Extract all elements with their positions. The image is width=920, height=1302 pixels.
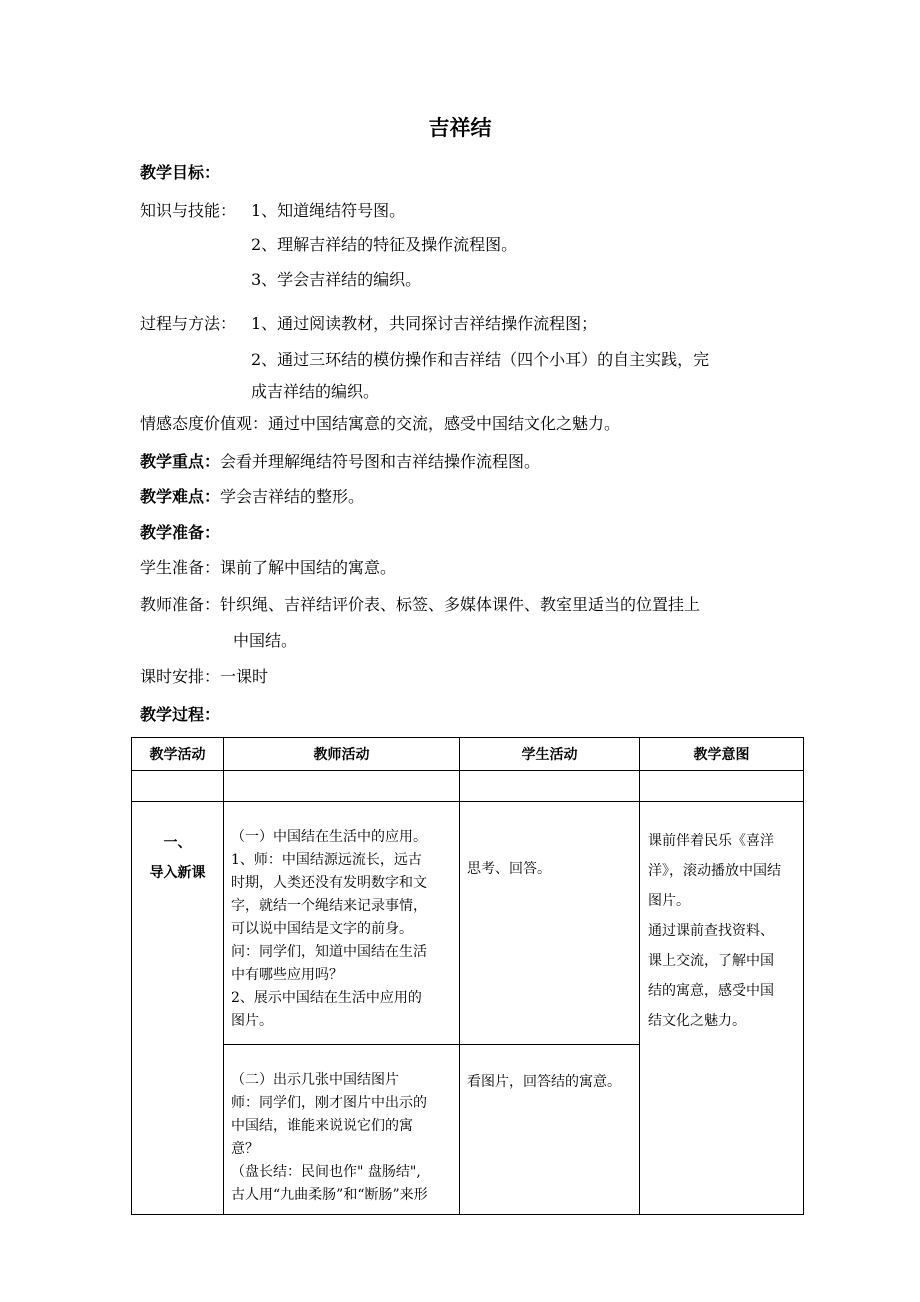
key-point-label: 教学重点： (140, 452, 221, 471)
difficulty-label: 教学难点： (140, 487, 221, 506)
emotion-objective: 情感态度价值观：通过中国结寓意的交流，感受中国结文化之魅力。 (140, 414, 621, 433)
student-preparation: 学生准备：课前了解中国结的寓意。 (140, 558, 397, 577)
intent-cell (640, 802, 804, 1215)
header-teacher-activity: 教师活动 (224, 738, 460, 771)
teacher-activity-text: （一）中国结在生活中的应用。 1、师：中国结源远流长，远古 时期，人类还没有发明数字和文 字，就结一个绳结来记录事情， 可以说中国结是文字的前身。 问：同学们，知道中国结在生活 中有哪些应用吗？ 2、展示中国结在生活中应用的 图片。 (231, 829, 427, 1029)
knowledge-item-3: 3、学会吉祥结的编织。 (251, 270, 422, 289)
stage-number: 一、 (163, 835, 192, 851)
stage-name: 导入新课 (149, 865, 206, 881)
class-schedule: 课时安排：一课时 (140, 667, 269, 686)
preparation-heading: 教学准备： (140, 523, 221, 542)
student-activity-text: 看图片，回答结的寓意。 (467, 1074, 621, 1090)
process-item-2-line2: 成吉祥结的编织。 (251, 382, 380, 401)
teacher-activity-cell (224, 1045, 460, 1215)
process-label: 过程与方法： (140, 314, 237, 333)
knowledge-item-1: 1、知道绳结符号图。 (251, 201, 406, 220)
student-activity-cell (460, 1045, 640, 1215)
stage-cell (132, 802, 224, 1215)
process-item-2-line1: 2、通过三环结的模仿操作和吉祥结（四个小耳）的自主实践，完 (251, 350, 710, 369)
process-item-1: 1、通过阅读教材，共同探讨吉祥结操作流程图； (251, 314, 598, 333)
knowledge-label: 知识与技能： (140, 201, 237, 220)
student-activity-text: 思考、回答。 (467, 861, 551, 877)
teacher-activity-cell (224, 802, 460, 1045)
difficulty-text: 学会吉祥结的整形。 (220, 487, 365, 506)
process-heading: 教学过程： (140, 705, 221, 724)
teaching-process-table (131, 737, 804, 1215)
knowledge-item-2: 2、理解吉祥结的特征及操作流程图。 (251, 235, 518, 254)
table-header-row (132, 738, 804, 771)
header-activity: 教学活动 (132, 738, 224, 771)
teacher-preparation-line2: 中国结。 (233, 631, 298, 650)
student-activity-cell (460, 802, 640, 1045)
table-row (132, 802, 804, 1045)
teacher-activity-text: （二）出示几张中国结图片 师：同学们，刚才图片中出示的 中国结，谁能来说说它们的寓 意？ （盘长结：民间也作" 盘肠结", 古人用“九曲柔肠”和“断肠”来形 (231, 1072, 428, 1203)
document-title: 吉祥结 (428, 116, 492, 140)
objectives-heading: 教学目标： (140, 163, 221, 182)
key-point-text: 会看并理解绳结符号图和吉祥结操作流程图。 (220, 452, 541, 471)
table-spacer-row (132, 771, 804, 802)
teacher-preparation-line1: 教师准备：针织绳、吉祥结评价表、标签、多媒体课件、教室里适当的位置挂上 (140, 595, 701, 614)
header-student-activity: 学生活动 (460, 738, 640, 771)
intent-text: 课前伴着民乐《喜洋 洋》，滚动播放中国结 图片。 通过课前查找资料、 课上交流，了解中国 结的寓意，感受中国 结文化之魅力。 (648, 833, 781, 1029)
header-intent: 教学意图 (640, 738, 804, 771)
